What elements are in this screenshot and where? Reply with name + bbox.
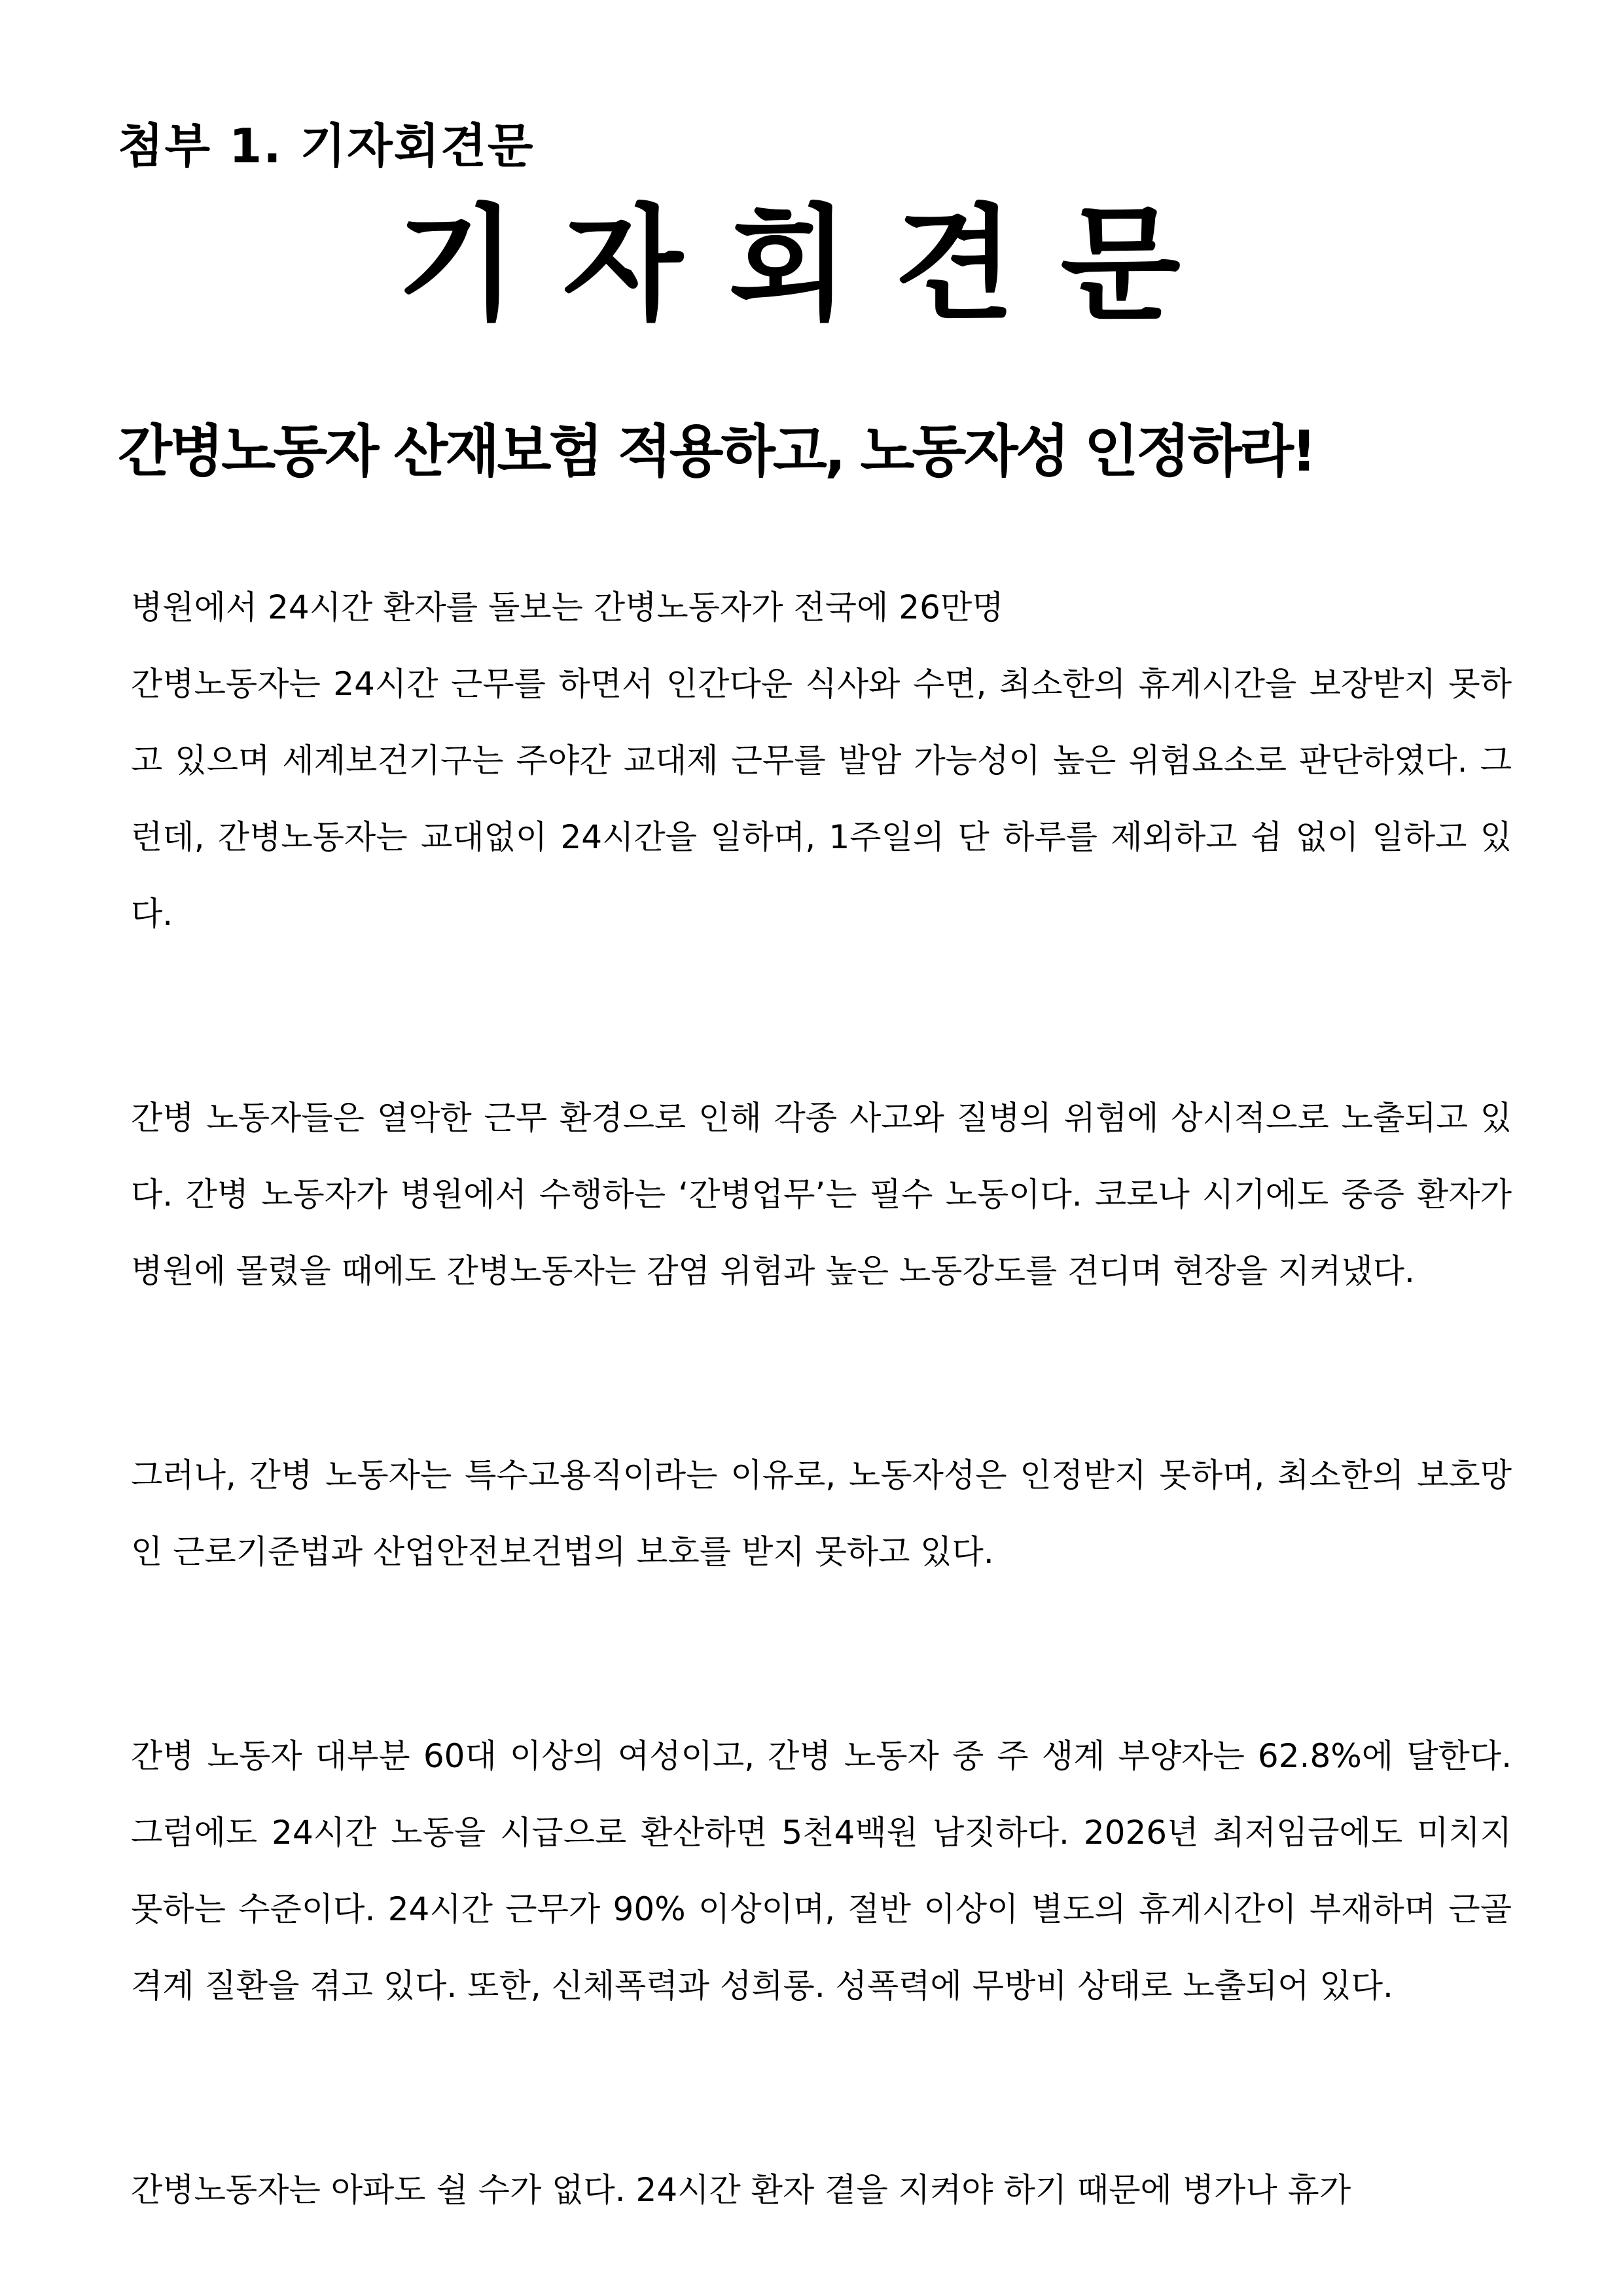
document-title: 기자회견문 (397, 192, 1226, 337)
document-body (131, 569, 1512, 2229)
attachment-label: 첨부 1. 기자회견문 (118, 118, 535, 173)
headline: 간병노동자 산재보험 적용하고, 노동자성 인정하라! (118, 419, 1315, 484)
paragraph-4: 간병 노동자 대부분 60대 이상의 여성이고, 간병 노동자 중 주 생계 부양자는 62.8%에 달한다. 그럼에도 24시간 노동을 시급으로 환산하면 5천4백원 남짓하다. 2026년 최저임금에도 미치지 못하는 수준이다. 24시간 근무가 90% 이상이며, 절반 이상이 별도의 휴게시간이 부재하며 근골격계 질환을 겪고 있다. 또한, 신체폭력과 성희롱. 성폭력에 무방비 상태로 노출되어 있다. (131, 1737, 1512, 2005)
paragraph-5: 간병노동자는 아파도 쉴 수가 없다. 24시간 환자 곁을 지켜야 하기 때문에 병가나 휴가 (131, 2171, 1351, 2209)
paragraph-3: 그러나, 간병 노동자는 특수고용직이라는 이유로, 노동자성은 인정받지 못하며, 최소한의 보호망인 근로기준법과 산업안전보건법의 보호를 받지 못하고 있다. (131, 1456, 1512, 1571)
paragraph-1: 간병노동자는 24시간 근무를 하면서 인간다운 식사와 수면, 최소한의 휴게시간을 보장받지 못하고 있으며 세계보건기구는 주야간 교대제 근무를 발암 가능성이 높은 위험요소로 판단하였다. 그런데, 간병노동자는 교대없이 24시간을 일하며, 1주일의 단 하루를 제외하고 쉼 없이 일하고 있다. (131, 665, 1512, 933)
paragraph-2: 간병 노동자들은 열악한 근무 환경으로 인해 각종 사고와 질병의 위험에 상시적으로 노출되고 있다. 간병 노동자가 병원에서 수행하는 ‘간병업무’는 필수 노동이다. 코로나 시기에도 중증 환자가 병원에 몰렸을 때에도 간병노동자는 감염 위험과 높은 노동강도를 견디며 현장을 지켜냈다. (131, 1099, 1512, 1290)
lead-paragraph: 병원에서 24시간 환자를 돌보는 간병노동자가 전국에 26만명 (131, 588, 1004, 626)
